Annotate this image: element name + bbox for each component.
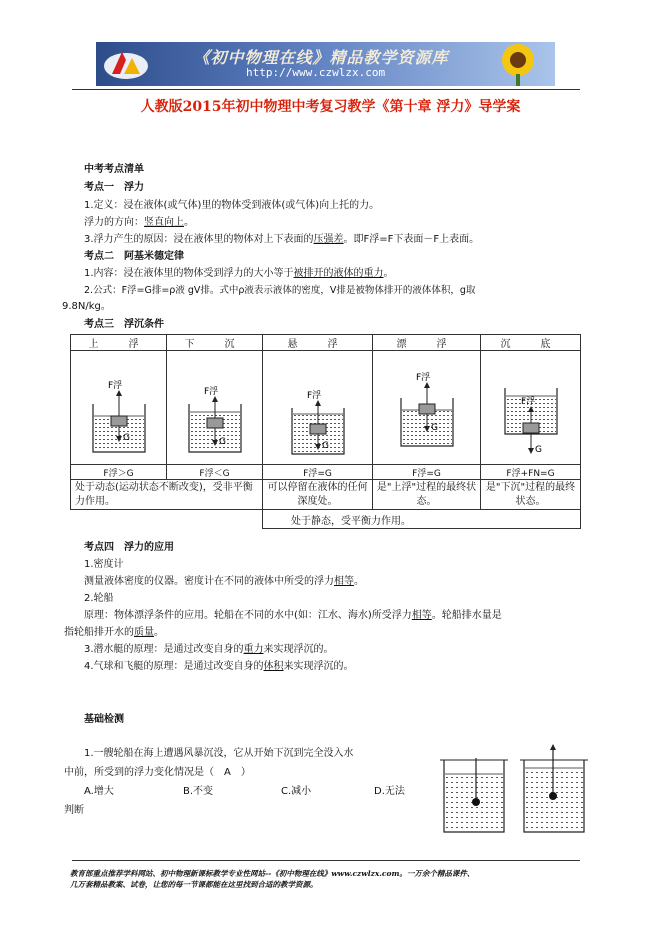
force-down-label: G (218, 436, 226, 447)
sunflower-icon (483, 42, 553, 86)
footer (70, 868, 590, 890)
point4-line1: 1.密度计 (84, 559, 124, 570)
figure-sink (167, 351, 263, 465)
point1-title: 考点一 浮力 (84, 182, 144, 193)
option-d: D.无法 (374, 786, 405, 797)
figure-bottom (481, 351, 581, 465)
beaker-rise-icon (79, 358, 159, 458)
desc-float: 是"上浮"过程的最终状态。 (373, 480, 481, 510)
formula-rise: F浮＞G (71, 465, 167, 480)
figure-row (71, 351, 581, 465)
force-down-label: G (534, 444, 542, 455)
point4-line2: 测量液体密度的仪器。密度计在不同的液体中所受的浮力相等。 (84, 576, 364, 587)
figure-float (373, 351, 481, 465)
footer-rule (72, 860, 580, 861)
desc-dynamic: 处于动态(运动状态不断改变)，受非平衡力作用。 (71, 480, 263, 510)
point3-title: 考点三 浮沉条件 (84, 319, 164, 330)
option-a: A.增大 (84, 786, 114, 797)
beaker-float-icon (387, 358, 467, 458)
option-c: C.减小 (281, 786, 312, 797)
beaker-left-icon (440, 758, 508, 832)
header-rule (72, 89, 580, 90)
force-up-label: F浮 (520, 396, 535, 407)
description-row (71, 480, 581, 510)
basic-test-title: 基础检测 (84, 714, 124, 725)
site-logo-icon (102, 46, 150, 82)
point4-line6: 3.潜水艇的原理：是通过改变自身的重力来实现浮沉的。 (84, 644, 334, 655)
figure-suspend (263, 351, 373, 465)
question1-figure (436, 740, 596, 840)
point4-title: 考点四 浮力的应用 (84, 542, 174, 553)
formula-row (71, 465, 581, 480)
desc-suspend: 可以停留在液体的任何深度处。 (263, 480, 373, 510)
point1-line1: 1.定义：浸在液体(或气体)里的物体受到液体(或气体)向上托的力。 (84, 200, 380, 211)
question1-line2: 中前，所受到的浮力变化情况是（ A ） (64, 767, 251, 778)
option-d-cont: 判断 (64, 805, 84, 816)
header-float: 漂 浮 (373, 335, 481, 351)
header-rise: 上 浮 (71, 335, 167, 351)
formula-bottom: F浮+FN=G (481, 465, 581, 480)
footer-line1: 教育部重点推荐学科网站、初中物理新课标教学专业性网站--《初中物理在线》www.czwlzx.com。一万余个精品课件、 (70, 869, 475, 878)
beaker-right-icon (520, 744, 588, 832)
force-up-label: F浮 (415, 372, 430, 383)
header-suspend: 悬 浮 (263, 335, 373, 351)
force-down-label: G (430, 422, 438, 433)
point1-line2: 浮力的方向：竖直向上。 (84, 217, 194, 228)
header-banner (96, 42, 555, 86)
point4-line3: 2.轮船 (84, 593, 114, 604)
formula-sink: F浮＜G (167, 465, 263, 480)
force-down-label: G (321, 440, 329, 451)
site-url: http://www.czwlzx.com (246, 66, 386, 79)
point2-line2: 2.公式：F浮=G排=ρ液 gV排。式中ρ液表示液体的密度，V排是被物体排开的液体体积，g取 (84, 285, 476, 296)
document-title: 人教版2015年初中物理中考复习教学《第十章 浮力》导学案 (140, 99, 521, 115)
point2-line3: 9.8N/kg。 (62, 301, 111, 312)
force-down-label: G (122, 432, 130, 443)
section-list-title: 中考考点清单 (84, 164, 144, 175)
header-sink: 下 沉 (167, 335, 263, 351)
sink-float-table (70, 334, 581, 529)
beaker-suspend-icon (278, 358, 358, 458)
desc-static: 处于静态，受平衡力作用。 (263, 510, 581, 529)
force-up-label: F浮 (306, 390, 321, 401)
point4-line5: 指轮船排开水的质量。 (64, 627, 164, 638)
force-up-label: F浮 (203, 386, 218, 397)
beaker-bottom-icon (491, 358, 571, 458)
point1-line3: 3.浮力产生的原因：浸在液体里的物体对上下表面的压强差。即F浮=F下表面－F上表面。 (84, 234, 480, 245)
desc-bottom: 是"下沉"过程的最终状态。 (481, 480, 581, 510)
point4-line7: 4.气球和飞艇的原理：是通过改变自身的体积来实现浮沉的。 (84, 661, 354, 672)
beaker-sink-icon (175, 358, 255, 458)
point2-line1: 1.内容：浸在液体里的物体受到浮力的大小等于被排开的液体的重力。 (84, 268, 394, 279)
point2-title: 考点二 阿基米德定律 (84, 251, 184, 262)
table-header-row (71, 335, 581, 351)
static-row (71, 510, 581, 529)
footer-line2: 几万套精品教案、试卷，让您的每一节课都能在这里找到合适的教学资源。 (70, 880, 318, 889)
figure-rise (71, 351, 167, 465)
site-name: 《初中物理在线》精品教学资源库 (193, 48, 449, 67)
header-bottom: 沉 底 (481, 335, 581, 351)
question1-line1: 1.一艘轮船在海上遭遇风暴沉没，它从开始下沉到完全没入水 (84, 748, 354, 759)
point4-line4: 原理：物体漂浮条件的应用。轮船在不同的水中(如：江水、海水)所受浮力相等。轮船排水量是 (84, 610, 502, 621)
formula-float: F浮=G (373, 465, 481, 480)
formula-suspend: F浮=G (263, 465, 373, 480)
force-up-label: F浮 (107, 380, 122, 391)
option-b: B.不变 (183, 786, 214, 797)
